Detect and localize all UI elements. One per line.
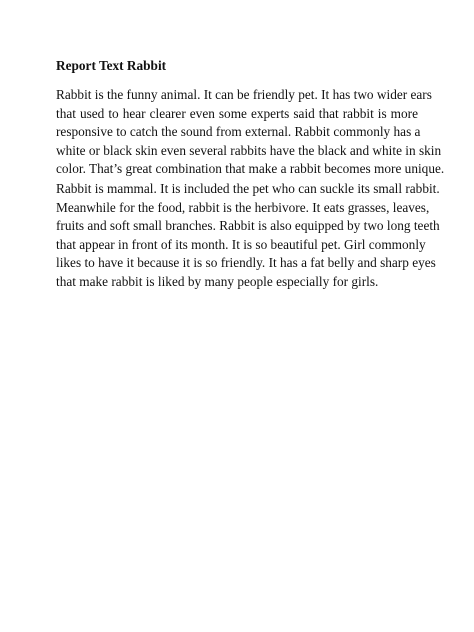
paragraph-1-line: color. That’s great combination that make a rabbit becomes more unique. bbox=[56, 161, 445, 177]
paragraph-2-line: likes to have it because it is so friendly. It has a fat belly and sharp eyes bbox=[56, 255, 436, 271]
paragraph-2-line: that appear in front of its month. It is so beautiful pet. Girl commonly bbox=[56, 236, 426, 252]
paragraph-1-line: responsive to catch the sound from external. Rabbit commonly has a bbox=[56, 124, 421, 140]
paragraph-2 bbox=[56, 180, 440, 292]
paragraph-2-line: that make rabbit is liked by many people especially for girls. bbox=[56, 273, 379, 289]
document-title: Report Text Rabbit bbox=[56, 58, 167, 73]
paragraph-2-line: fruits and soft small branches. Rabbit is also equipped by two long teeth bbox=[56, 218, 440, 234]
paragraph-1-line: Rabbit is the funny animal. It can be friendly pet. It has two wider ears bbox=[56, 87, 432, 102]
paragraph-1-line: that used to hear clearer even some experts said that rabbit is more bbox=[56, 105, 418, 121]
paragraph-1 bbox=[56, 86, 445, 179]
paragraph-1-line: white or black skin even several rabbits have the black and white in skin bbox=[56, 142, 442, 158]
paragraph-2-line: Rabbit is mammal. It is included the pet who can suckle its small rabbit. bbox=[56, 181, 440, 196]
paragraph-2-line: Meanwhile for the food, rabbit is the herbivore. It eats grasses, leaves, bbox=[56, 199, 430, 215]
